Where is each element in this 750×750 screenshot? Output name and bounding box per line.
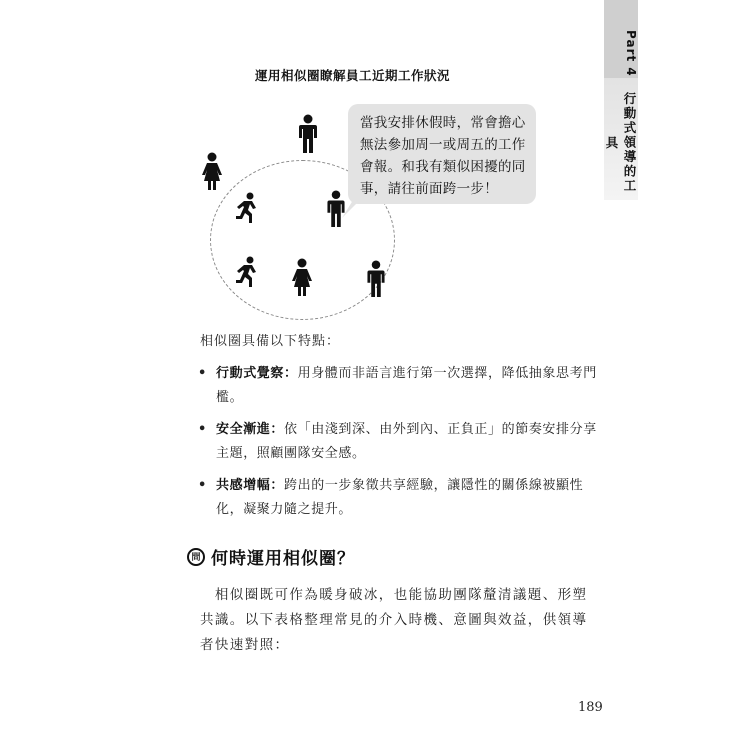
- person-running-icon: [234, 256, 260, 288]
- bullet-term: 行動式覺察：: [216, 366, 298, 381]
- chapter-label: 行動式領導的工具: [604, 92, 637, 194]
- intro-text: 相似圈具備以下特點：: [200, 334, 341, 349]
- speech-bubble: [348, 104, 536, 204]
- speech-bubble-text: 當我安排休假時，常會擔心無法參加周一或周五的工作會報。和我有類似困擾的同事，請往前面跨一步！: [360, 115, 526, 197]
- question-badge-icon: 問: [187, 548, 205, 566]
- bullet-text: 跨出的一步象徵共享經驗，讓隱性的關係線被顯性化，凝聚力隨之提升。: [216, 478, 584, 517]
- bullet-term: 安全漸進：: [216, 422, 285, 437]
- person-standing-icon: [366, 260, 386, 298]
- body-paragraph: [200, 583, 592, 658]
- section-title: 何時運用相似圈？: [211, 549, 355, 569]
- bullet-text: 依「由淺到深、由外到內、正負正」的節奏安排分享主題，照顧團隊安全感。: [216, 422, 597, 461]
- list-item: [198, 362, 598, 410]
- body-paragraph-text: 相似圈既可作為暖身破冰，也能協助團隊釐清議題、形塑共識。以下表格整理常見的介入時機、意圖與效益，供領導者快速對照：: [200, 587, 588, 653]
- bullet-dot-icon: •: [198, 478, 207, 493]
- feature-list: [198, 362, 598, 530]
- bullet-term: 共感增幅：: [216, 478, 285, 493]
- bullet-dot-icon: •: [198, 366, 207, 381]
- part-side-tab: [604, 0, 638, 200]
- list-item: [198, 418, 598, 466]
- person-running-icon: [234, 192, 260, 224]
- bullet-dot-icon: •: [198, 422, 207, 437]
- bullet-text: 用身體而非語言進行第一次選擇，降低抽象思考門檻。: [216, 366, 597, 405]
- list-item: [198, 474, 598, 522]
- page-number: 189: [578, 700, 603, 715]
- similarity-circle-figure: [190, 100, 550, 315]
- part-label: Part 4: [624, 30, 638, 77]
- person-standing-icon: [298, 114, 318, 154]
- figure-title: 運用相似圈瞭解員工近期工作狀況: [255, 68, 451, 83]
- person-woman-icon: [292, 258, 312, 296]
- section-heading: [187, 544, 355, 569]
- person-woman-icon: [202, 152, 222, 190]
